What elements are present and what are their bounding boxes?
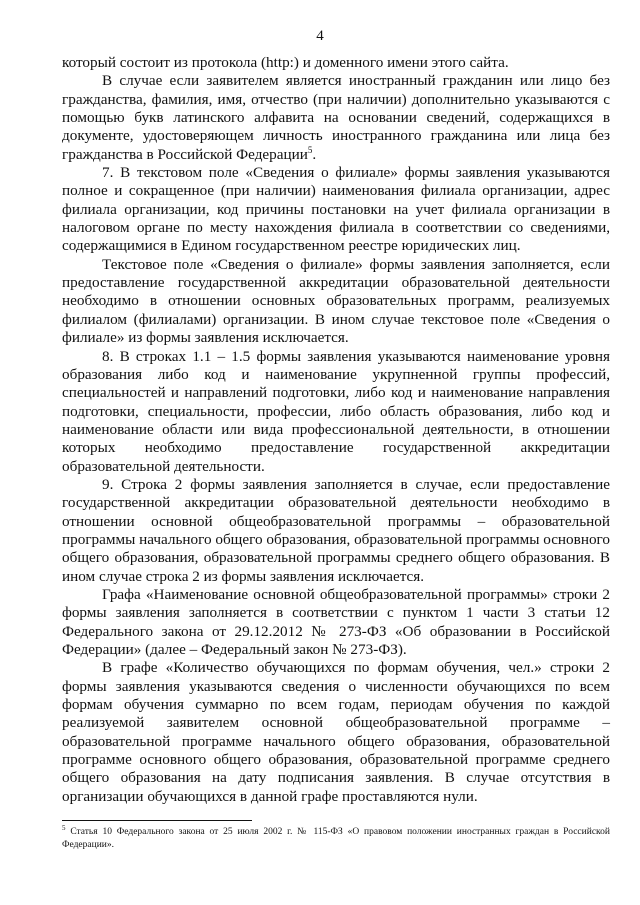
footnote-reference: 5 (307, 144, 313, 155)
paragraph: 9. Строка 2 формы заявления заполняется в случае, если предоставление государственной аккредитации образовательной деятельности необходимо в отношении основной общеобразовательной программы – образовательной программы начального общего образования, образовательной программы основного общего образования, образовательной программы среднего общего образования. В ином случае строка 2 из формы заявления исключается. (62, 475, 610, 585)
paragraph: Текстовое поле «Сведения о филиале» формы заявления заполняется, если предоставление государственной аккредитации образовательной деятельности необходимо в отношении основных образовательных программ, реализуемых филиалом (филиалами) организации. В ином случае текстовое поле «Сведения о филиале» из формы заявления исключается. (62, 255, 610, 347)
paragraph-text: В случае если заявителем является иностранный гражданин или лицо без гражданства, фамилия, имя, отчество (при наличии) дополнительно указываются с помощью букв латинского алфавита на основании сведений, содержащихся в документе, удостоверяющем личность иностранного гражданина или лица без гражданства в Российской Федерации (62, 72, 610, 163)
paragraph: В графе «Количество обучающихся по формам обучения, чел.» строки 2 формы заявления указываются сведения о численности обучающихся по всем формам обучения суммарно по всем годам, периодам обучения по каждой реализуемой заявителем основной общеобразовательной программе – образовательной программе начального общего образования, образовательной программе основного общего образования, образовательной программе среднего общего образования на дату подписания заявления. В случае отсутствия в организации обучающихся в данной графе проставляются нули. (62, 659, 610, 805)
footnote-marker: 5 (62, 823, 66, 832)
footnote (62, 823, 611, 852)
paragraph: В случае если заявителем является иностранный гражданин или лицо без гражданства, фамилия, имя, отчество (при наличии) дополнительно указываются с помощью букв латинского алфавита на основании сведений, содержащихся в документе, удостоверяющем личность иностранного гражданина или лица без гражданства в Российской Федерации$^5$. (62, 72, 610, 163)
footnote-divider (62, 820, 252, 821)
paragraph: который состоит из протокола (http:) и доменного имени этого сайта. (62, 54, 509, 71)
footnote-text: Статья 10 Федерального закона от 25 июля 2002 г. № 115-ФЗ «О правовом положении иностранных граждан в Российской Федерации». (62, 827, 611, 850)
document-body (62, 54, 610, 806)
paragraph: Графа «Наименование основной общеобразовательной программы» строки 2 формы заявления заполняется в соответствии с пунктом 1 части 3 статьи 12 Федерального закона от 29.12.2012 № 273-ФЗ «Об образовании в Российской Федерации» (далее – Федеральный закон № 273-ФЗ). (62, 585, 610, 658)
page-number: 4 (316, 28, 324, 44)
paragraph: 8. В строках 1.1 – 1.5 формы заявления указываются наименование уровня образования либо код и наименование укрупненной группы профессий, специальностей и направлений подготовки, либо код и наименование направления подготовки, специальности, профессии, либо область образования, либо код и наименование области или вида профессиональной деятельности, в отношении которых необходимо предоставление государственной аккредитации образовательной деятельности. (62, 347, 610, 475)
paragraph: 7. В текстовом поле «Сведения о филиале» формы заявления указываются полное и сокращенное (при наличии) наименования филиала организации, адрес филиала организации, код причины постановки на учет филиала организации в налоговом органе по месту нахождения филиала в соответствии со сведениями, содержащимися в Едином государственном реестре юридических лиц. (62, 164, 610, 255)
